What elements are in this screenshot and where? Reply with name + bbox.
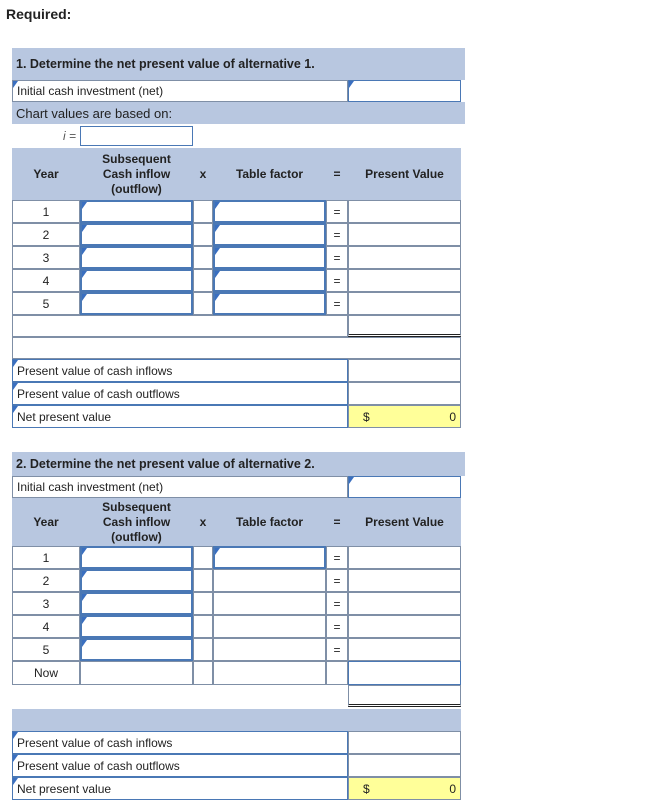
- equals-cell: =: [326, 569, 348, 592]
- part2-pv-outflows-row: [12, 754, 461, 777]
- present-value-cell: [348, 569, 461, 592]
- pv-outflows-value: [348, 382, 461, 405]
- present-value-cell: [348, 269, 461, 292]
- blank-cell: [12, 337, 461, 359]
- cash-inflow-input[interactable]: [80, 615, 193, 638]
- table-factor-cell: [213, 592, 326, 615]
- part2-pv-inflows-row: [12, 731, 461, 754]
- spacer-cell: [193, 638, 213, 661]
- part1-initial-input[interactable]: [348, 80, 461, 102]
- part2-year-row: [12, 546, 461, 569]
- cash-inflow-input[interactable]: [80, 638, 193, 661]
- spacer-cell: [193, 292, 213, 315]
- part2-year-row: [12, 638, 461, 661]
- pv-inflows-label: Present value of cash inflows: [12, 731, 348, 754]
- cash-inflow-input[interactable]: [80, 223, 193, 246]
- equals-header: =: [333, 167, 341, 181]
- part1-rate-row: [12, 124, 461, 148]
- pv-inflows-value: [348, 359, 461, 382]
- part1-initial-row: [12, 80, 461, 102]
- present-value-cell: [348, 292, 461, 315]
- part2-initial-row: [12, 476, 461, 498]
- spacer-cell: [193, 592, 213, 615]
- equals-cell: =: [326, 592, 348, 615]
- spacer-cell: [193, 569, 213, 592]
- year-cell: 3: [12, 246, 80, 269]
- equals-cell: =: [326, 246, 348, 269]
- year-cell: 3: [12, 592, 80, 615]
- year-header: Year: [33, 515, 59, 529]
- cash-inflow-header: Subsequent Cash inflow (outflow): [102, 151, 171, 196]
- part2-npv-row: [12, 777, 461, 800]
- cash-inflow-input[interactable]: [80, 592, 193, 615]
- pv-outflows-value: [348, 754, 461, 777]
- present-value-cell: [348, 246, 461, 269]
- present-value-cell: [348, 592, 461, 615]
- pv-total-cell: [348, 315, 461, 337]
- table-factor-input[interactable]: [213, 246, 326, 269]
- year-cell: 4: [12, 615, 80, 638]
- pv-inflows-value: [348, 731, 461, 754]
- part2-year-row: [12, 592, 461, 615]
- year-cell: 2: [12, 569, 80, 592]
- pv-outflows-label: Present value of cash outflows: [12, 754, 348, 777]
- table-factor-input[interactable]: [213, 223, 326, 246]
- equals-cell: [326, 661, 348, 685]
- pv-total-cell: [348, 685, 461, 707]
- blank-cell: [12, 315, 348, 337]
- spacer-cell: [193, 661, 213, 685]
- spacer-cell: [193, 200, 213, 223]
- table-factor-cell: [213, 638, 326, 661]
- table-factor-input[interactable]: [213, 292, 326, 315]
- cash-inflow-input[interactable]: [80, 269, 193, 292]
- equals-cell: =: [326, 615, 348, 638]
- year-cell: 2: [12, 223, 80, 246]
- present-value-cell: [348, 638, 461, 661]
- table-factor-cell: [213, 615, 326, 638]
- table-factor-header: Table factor: [235, 515, 304, 529]
- cash-inflow-input[interactable]: [80, 546, 193, 569]
- present-value-cell: [348, 546, 461, 569]
- part1-rate-input[interactable]: [80, 126, 193, 146]
- year-cell: 5: [12, 638, 80, 661]
- spacer-cell: [193, 269, 213, 292]
- spacer-cell: [193, 546, 213, 569]
- table-factor-cell: [213, 661, 326, 685]
- part2-spacer-row: [12, 709, 461, 731]
- part2-title: 2. Determine the net present value of alternative 2.: [12, 452, 465, 476]
- cash-inflow-input[interactable]: [80, 292, 193, 315]
- part2-year-row: [12, 615, 461, 638]
- cash-inflow-header: Subsequent Cash inflow (outflow): [102, 499, 171, 544]
- spacer-cell: [193, 223, 213, 246]
- table-factor-cell: [213, 569, 326, 592]
- multiply-header: x: [199, 167, 207, 181]
- part1-total-row: [12, 315, 461, 337]
- part2-total-row: [12, 685, 461, 707]
- npv-value-cell: [348, 405, 461, 428]
- equals-header: =: [333, 515, 341, 529]
- npv-value: 0: [449, 410, 456, 424]
- year-header: Year: [33, 167, 59, 181]
- npv-value-cell: [348, 777, 461, 800]
- required-heading: Required:: [6, 6, 72, 22]
- equals-cell: =: [326, 546, 348, 569]
- part2-now-row: [12, 661, 461, 685]
- spacer-cell: [193, 246, 213, 269]
- cash-inflow-cell: [80, 661, 193, 685]
- part1-year-row: [12, 269, 461, 292]
- equals-cell: =: [326, 292, 348, 315]
- year-cell: 4: [12, 269, 80, 292]
- year-cell: 1: [12, 546, 80, 569]
- part1-pv-outflows-row: [12, 382, 461, 405]
- part2-initial-label: Initial cash investment (net): [12, 476, 348, 498]
- part2-col-headers: [12, 498, 461, 546]
- table-factor-input[interactable]: [213, 546, 326, 569]
- cash-inflow-input[interactable]: [80, 246, 193, 269]
- equals-cell: =: [326, 223, 348, 246]
- table-factor-input[interactable]: [213, 269, 326, 292]
- part1-year-row: [12, 292, 461, 315]
- equals-cell: =: [326, 269, 348, 292]
- part1-year-row: [12, 246, 461, 269]
- part1-initial-label: Initial cash investment (net): [12, 80, 348, 102]
- currency-symbol: $: [363, 782, 370, 796]
- part1-year-row: [12, 223, 461, 246]
- table-factor-input[interactable]: [213, 200, 326, 223]
- part1-npv-row: [12, 405, 461, 428]
- part1-chart-label: Chart values are based on:: [12, 102, 465, 124]
- pv-inflows-label: Present value of cash inflows: [12, 359, 348, 382]
- now-present-value-input[interactable]: [348, 661, 461, 685]
- present-value-header: Present Value: [365, 167, 444, 181]
- present-value-header: Present Value: [365, 515, 444, 529]
- present-value-cell: [348, 615, 461, 638]
- year-cell: 1: [12, 200, 80, 223]
- blank-cell: [12, 685, 348, 707]
- currency-symbol: $: [363, 410, 370, 424]
- cash-inflow-input[interactable]: [80, 569, 193, 592]
- spacer-cell: [193, 615, 213, 638]
- part2-year-row: [12, 569, 461, 592]
- pv-outflows-label: Present value of cash outflows: [12, 382, 348, 405]
- year-cell: 5: [12, 292, 80, 315]
- part1-i-label: i =: [62, 129, 76, 143]
- part1-year-row: [12, 200, 461, 223]
- multiply-header: x: [199, 515, 207, 529]
- part1-col-headers: [12, 148, 461, 200]
- part1-title: 1. Determine the net present value of alternative 1.: [12, 48, 465, 80]
- equals-cell: =: [326, 200, 348, 223]
- table-factor-header: Table factor: [235, 167, 304, 181]
- cash-inflow-input[interactable]: [80, 200, 193, 223]
- year-cell: Now: [12, 661, 80, 685]
- npv-value: 0: [449, 782, 456, 796]
- npv-label: Net present value: [12, 405, 348, 428]
- part2-initial-input[interactable]: [348, 476, 461, 498]
- npv-label: Net present value: [12, 777, 348, 800]
- present-value-cell: [348, 200, 461, 223]
- part1-pv-inflows-row: [12, 359, 461, 382]
- equals-cell: =: [326, 638, 348, 661]
- part1-spacer-row: [12, 337, 461, 359]
- present-value-cell: [348, 223, 461, 246]
